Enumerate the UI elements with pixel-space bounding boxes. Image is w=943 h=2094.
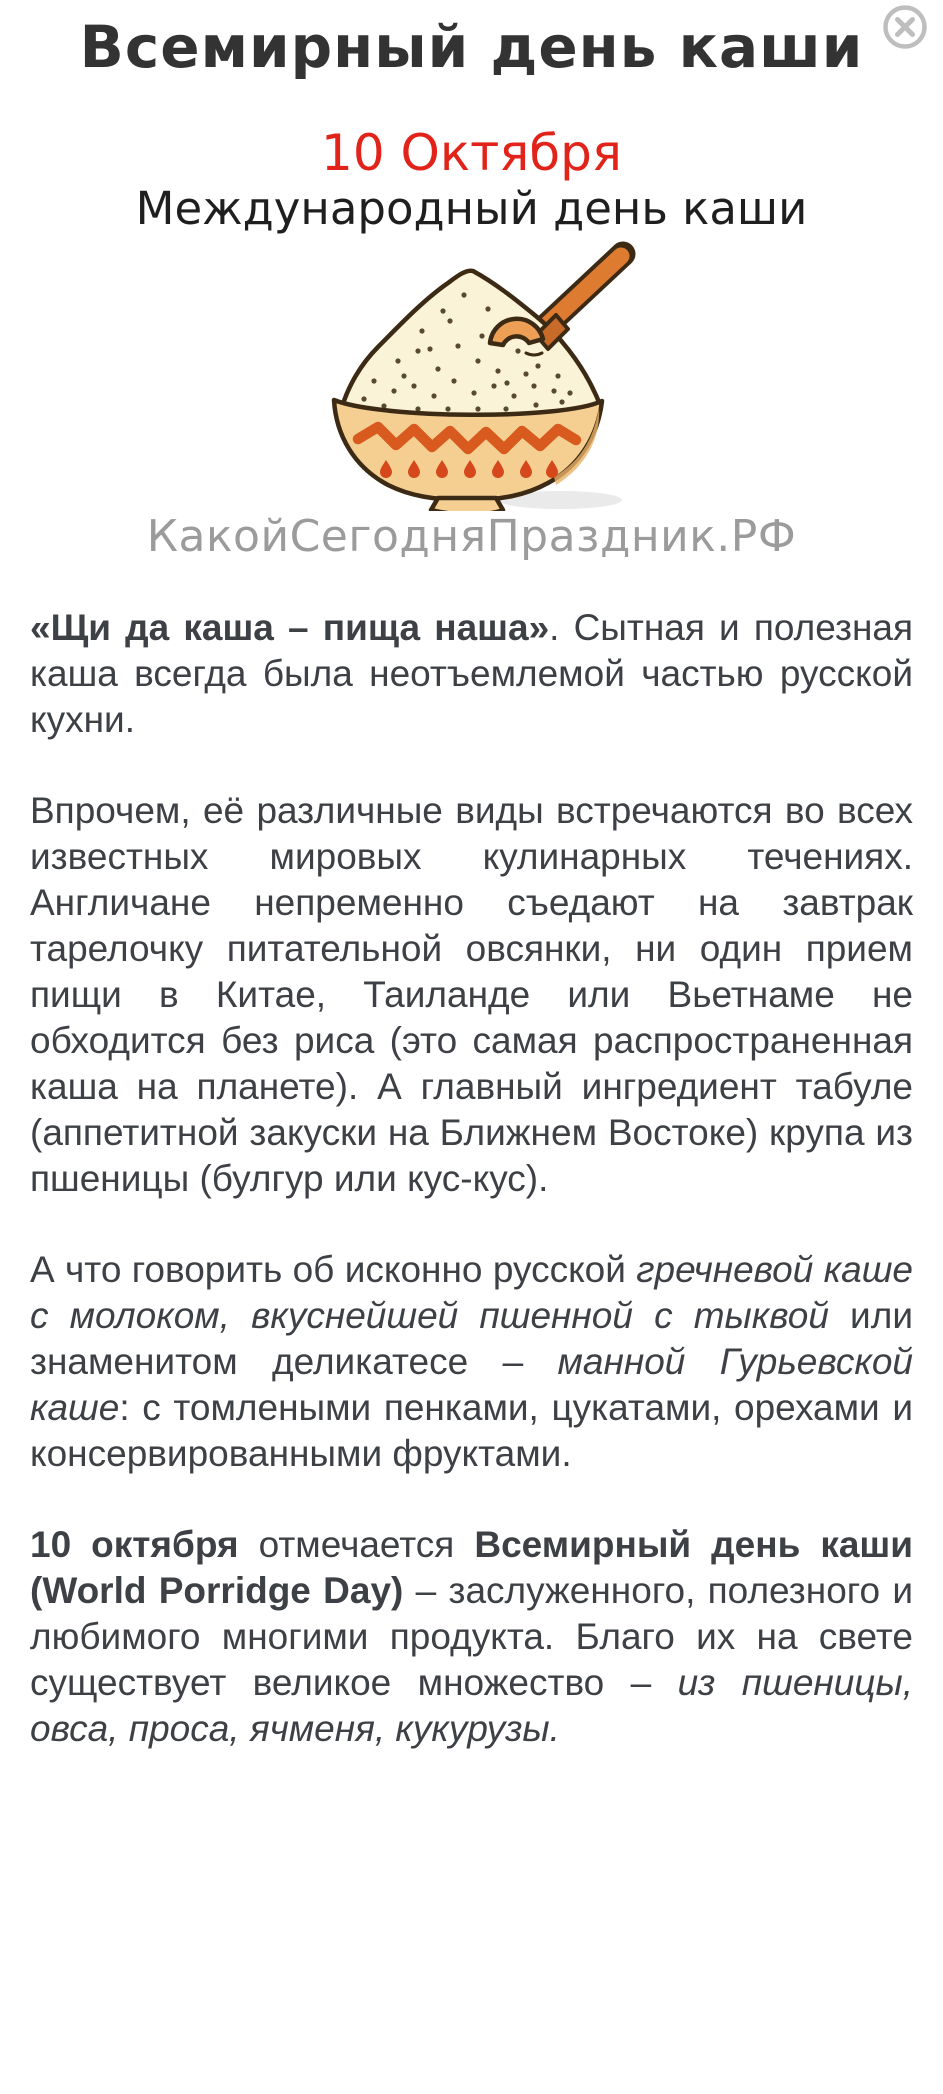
text-run: «Щи да каша – пища наша» — [30, 606, 550, 648]
porridge-mound — [342, 270, 600, 417]
text-run: гречневой каше с молоком, вкуснейшей пшенной с тыквой — [30, 1248, 914, 1336]
article-page — [0, 13, 943, 2094]
paragraph-3 — [30, 1247, 913, 1477]
text-run: : с томлеными пенками, цукатами, орехами и консервированными фруктами. — [30, 1386, 913, 1474]
paragraph-2 — [30, 788, 913, 1202]
porridge-bowl-illustration — [297, 239, 647, 511]
text-run: или знаменитом деликатесе – — [30, 1294, 913, 1382]
text-run: из пшеницы, овса, проса, ячменя, кукурузы. — [30, 1661, 913, 1749]
page-title: Всемирный день каши — [79, 13, 864, 81]
text-run: отмечается — [238, 1523, 475, 1565]
paragraph-4 — [30, 1522, 913, 1752]
bowl-foot — [431, 498, 503, 511]
hero-watermark: КакойСегодняПраздник.РФ — [146, 510, 797, 562]
hero-image — [92, 123, 852, 562]
text-run: манной Гурьевской каше — [30, 1340, 913, 1428]
text-run: Впрочем, её различные виды встречаются во всех известных мировых кулинарных течениях. Англичане непременно съедают на завтрак тарелочку питательной овсянки, ни один прием пищи в Китае, Таиланде или Вьетнаме не обходится без риса (это самая распространенная каша на планете). А главный ингредиент табуле (аппетитной закуски на Ближнем Востоке) крупа из пшеницы (булгур или кус-кус). — [30, 789, 913, 1199]
text-run: Всемирный день каши (World Porridge Day) — [30, 1523, 914, 1611]
paragraph-1 — [30, 605, 913, 743]
hero-date-line: 10 Октября — [321, 123, 622, 182]
text-run: А что говорить об исконно русской — [30, 1248, 637, 1290]
text-run: 10 октября — [30, 1523, 239, 1565]
hero-subtitle: Международный день каши — [135, 181, 808, 235]
text-run: – заслуженного, полезного и любимого многими продукта. Благо их на свете существует великое множество – — [30, 1569, 913, 1703]
close-button[interactable] — [881, 3, 929, 51]
text-run: . Сытная и полезная каша всегда была неотъемлемой частью русской кухни. — [30, 606, 913, 740]
article-body — [30, 605, 913, 1752]
close-icon — [881, 3, 929, 51]
